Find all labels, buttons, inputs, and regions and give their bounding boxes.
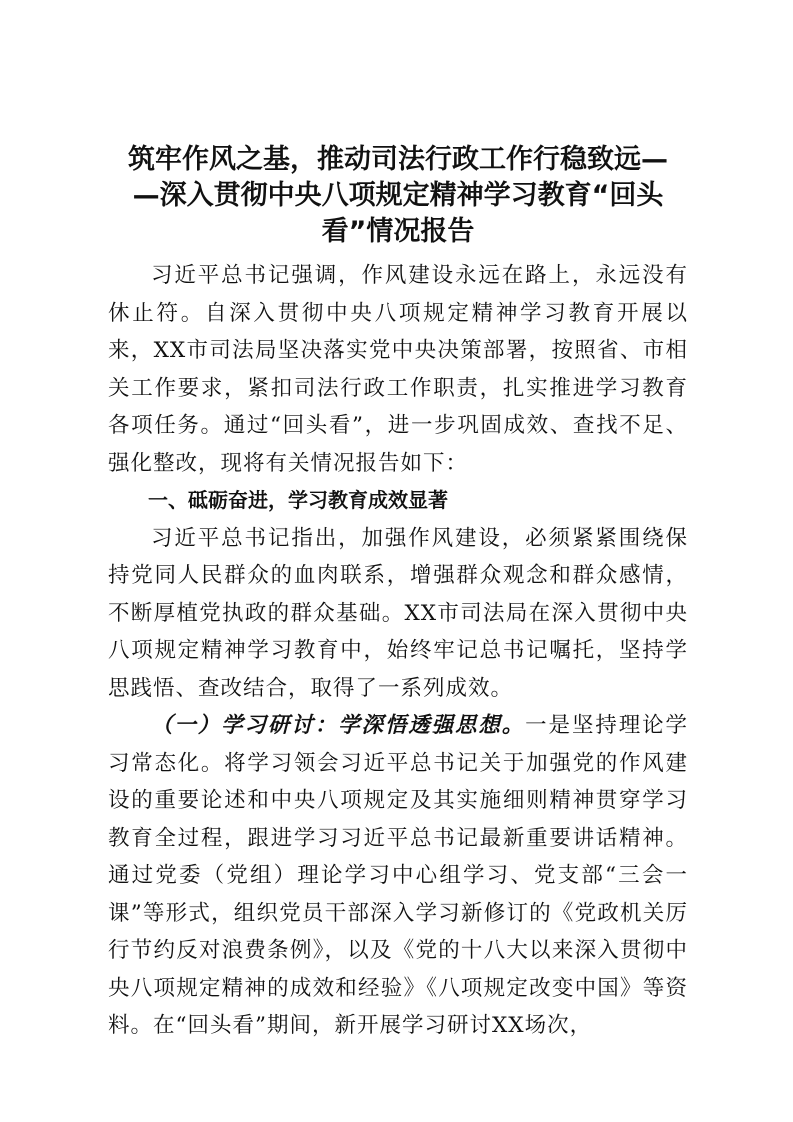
- section-heading: 一、砥砺奋进，学习教育成效显著: [148, 488, 448, 512]
- document-page: [108, 142, 688, 1045]
- subsection-body: 一是坚持理论学习常态化。将学习领会习近平总书记关于加强党的作风建设的重要论述和中央八项规定及其实施细则精神贯穿学习教育全过程，跟进学习习近平总书记最新重要讲话精神。通过党委（党组）理论学习中心组学习、党支部“三会一课”等形式，组织党员干部深入学习新修订的《党政机关厉行节约反对浪费条例》，以及《党的十八大以来深入贯彻中央八项规定精神的成效和经验》《八项规定改变中国》等资料。在“回头看”期间，新开展学习研讨XX场次，: [108, 713, 688, 1038]
- intro-paragraph: 习近平总书记强调，作风建设永远在路上，永远没有休止符。自深入贯彻中央八项规定精神学习教育开展以来，XX市司法局坚决落实党中央决策部署，按照省、市相关工作要求，紧扣司法行政工作职责，扎实推进学习教育各项任务。通过“回头看”，进一步巩固成效、查找不足、强化整改，现将有关情况报告如下：: [108, 263, 688, 476]
- title-line-1: 筑牢作风之基，推动司法行政工作行稳致远—: [128, 144, 668, 175]
- title-line-2: —深入贯彻中央八项规定精神学习教育“回头: [132, 180, 664, 211]
- subsection-paragraph: [108, 707, 688, 1045]
- document-title: [108, 142, 688, 250]
- subsection-heading: （一）学习研讨：学深悟透强思想。: [151, 713, 526, 738]
- title-line-3: 看”情况报告: [321, 216, 475, 247]
- section-paragraph: 习近平总书记指出，加强作风建设，必须紧紧围绕保持党同人民群众的血肉联系，增强群众观念和群众感情，不断厚植党执政的群众基础。XX市司法局在深入贯彻中央八项规定精神学习教育中，始终牢记总书记嘱托，坚持学思践悟、查改结合，取得了一系列成效。: [108, 525, 688, 701]
